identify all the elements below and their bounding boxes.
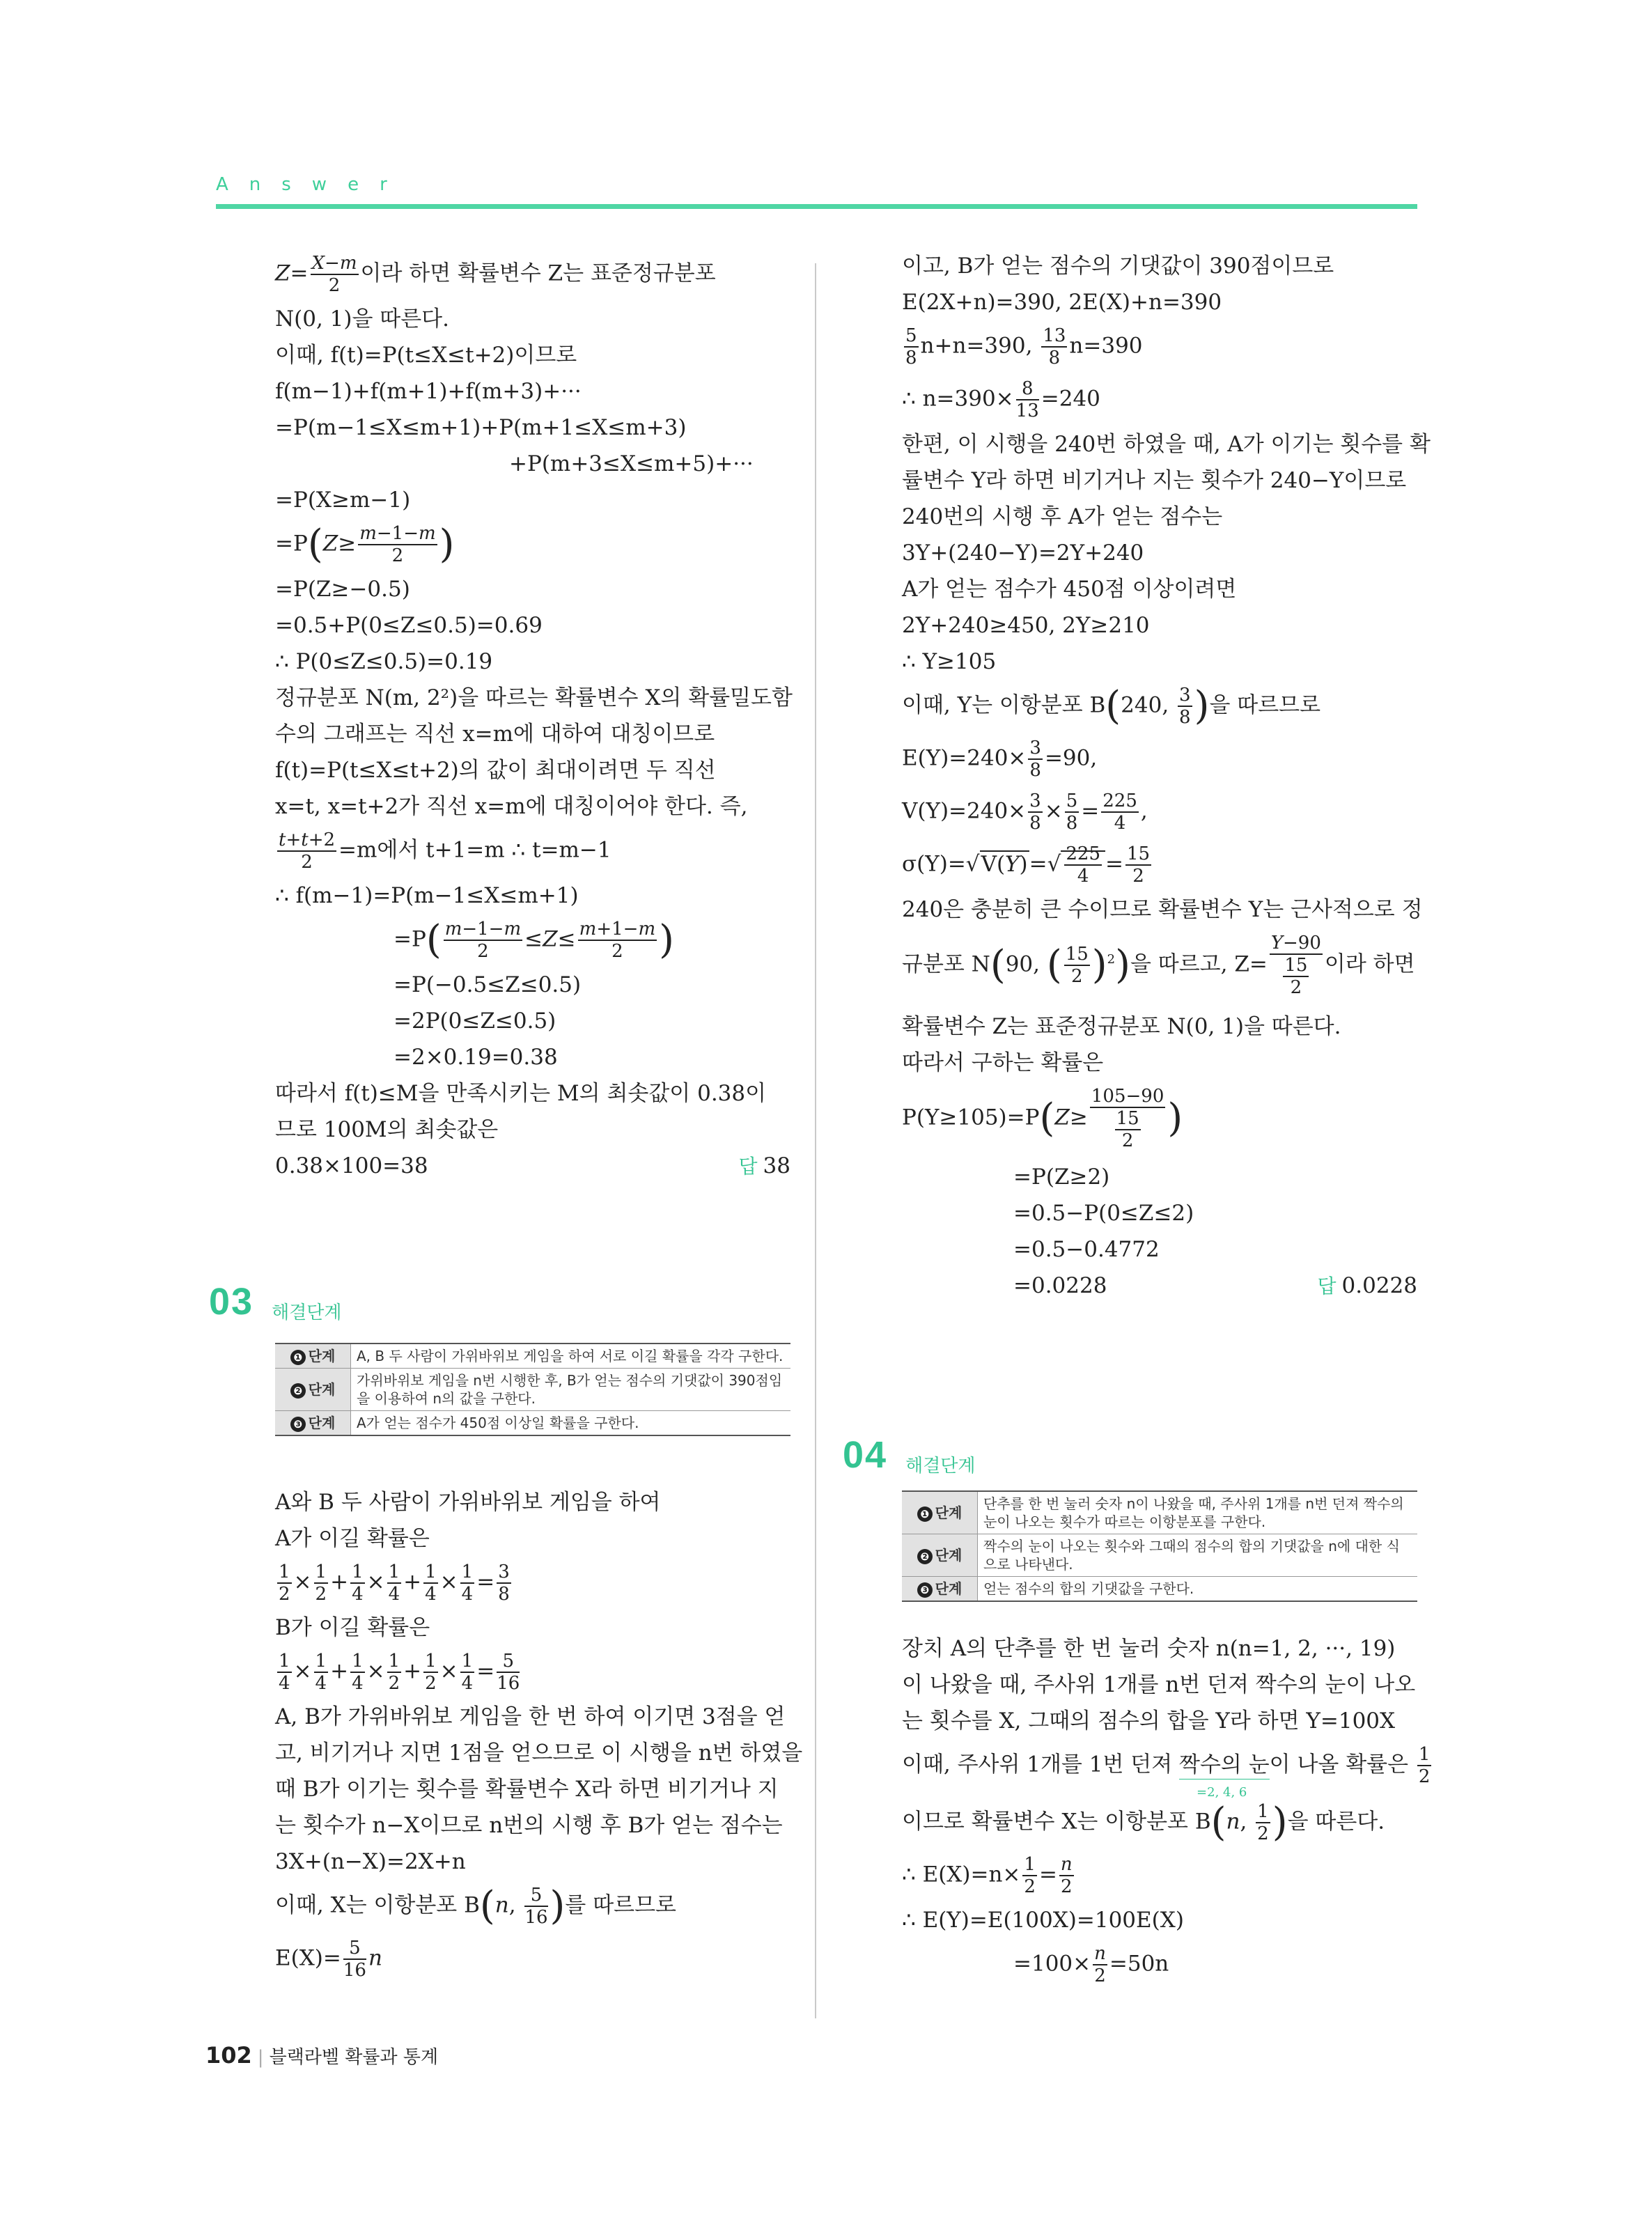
section-04-steps-table: [902, 1490, 1417, 1602]
solution-line: 따라서 구하는 확률은: [902, 1050, 1104, 1075]
solution-line: N(0, 1)을 따른다.: [275, 306, 449, 332]
page-footer: 102 | 블랙라벨 확률과 통계: [205, 2042, 439, 2069]
solution-line: f(m−1)+f(m+1)+f(m+3)+···: [275, 379, 582, 404]
header-rule: [216, 204, 1417, 209]
solution-line: 이때, X는 이항분포 B(n, $\frac{5}{16}$ )를 따르므로: [275, 1883, 676, 1929]
solution-line: 정규분포 N(m, 2²)을 따르는 확률변수 X의 확률밀도함: [275, 685, 793, 710]
step-row: ❶ 단계 단추를 한 번 눌러 숫자 n이 나왔을 때, 주사위 1개를 n번 던져 짝수의 눈이 나오는 횟수가 따르는 이항분포를 구한다.: [902, 1491, 1417, 1534]
solution-line: ∴ n=390× $\frac{8}{13}$ =240: [902, 378, 1100, 421]
solution-line: =2P(0≤Z≤0.5): [393, 1009, 556, 1034]
step-row: ❶ 단계 A, B 두 사람이 가위바위보 게임을 하여 서로 이길 확률을 각각 구한다.: [275, 1344, 790, 1369]
solution-line: 규분포 N(90, ( $\frac{15}{2}$ )$^2$)을 따르고, Z= $\frac{Y-90}{\frac{15}{2}}$ 이라 하면: [902, 933, 1415, 998]
answer-value: 0.0228: [1341, 1273, 1417, 1298]
solution-line: V(Y)=240× $\frac{3}{8}$ × $\frac{5}{8}$ = $\frac{225}{4}$ ,: [902, 791, 1148, 834]
solution-line: 확률변수 Z는 표준정규분포 N(0, 1)을 따른다.: [902, 1014, 1341, 1039]
solution-line: 이고, B가 얻는 점수의 기댓값이 390점이므로: [902, 254, 1334, 279]
answer-line: 0.38×100=38 답 38: [275, 1153, 790, 1178]
step-row: ❸ 단계 A가 얻는 점수가 450점 이상일 확률을 구한다.: [275, 1411, 790, 1436]
solution-line: =P(Z≥2): [1013, 1165, 1110, 1190]
book-title: 블랙라벨 확률과 통계: [269, 2047, 439, 2068]
solution-line: E(2X+n)=390, 2E(X)+n=390: [902, 290, 1222, 315]
solution-line: =2×0.19=0.38: [393, 1045, 558, 1070]
solution-line: =P(Z≥−0.5): [275, 577, 410, 602]
solution-line: B가 이길 확률은: [275, 1615, 430, 1640]
answer-line: =0.0228 답 0.0228: [1013, 1273, 1417, 1298]
solution-line: ∴ P(0≤Z≤0.5)=0.19: [275, 649, 493, 674]
solution-line: =0.5+P(0≤Z≤0.5)=0.69: [275, 613, 543, 638]
section-03-steps-table: [275, 1343, 790, 1436]
answer-value: 38: [763, 1153, 790, 1178]
solution-line: =P(−0.5≤Z≤0.5): [393, 972, 582, 997]
solution-line: 3X+(n−X)=2X+n: [275, 1849, 466, 1874]
solution-line: 수의 그래프는 직선 x=m에 대하여 대칭이므로: [275, 722, 715, 747]
page-number: 102: [205, 2042, 252, 2069]
solution-line: $\frac{t+t+2}{2}$ =m에서 t+1=m ∴ t=m−1: [279, 830, 611, 873]
solution-line: A가 이길 확률은: [275, 1526, 430, 1551]
solution-line: ∴ E(X)=n× $\frac{1}{2}$ = $\frac{n}{2}$: [902, 1854, 1073, 1897]
right-column: [902, 254, 1431, 1311]
solution-line: 따라서 f(t)≤M을 만족시키는 M의 최솟값이 0.38이: [275, 1081, 767, 1106]
solution-line: ∴ E(Y)=E(100X)=100E(X): [902, 1908, 1184, 1933]
section-04-body: [902, 1636, 1431, 1998]
solution-line: E(Y)=240× $\frac{3}{8}$ =90,: [902, 738, 1098, 781]
solution-line: ∴ Y≥105: [902, 649, 997, 674]
solution-line: A가 얻는 점수가 450점 이상이려면: [902, 577, 1237, 602]
solution-line: f(t)=P(t≤X≤t+2)의 값이 최대이려면 두 직선: [275, 758, 716, 783]
solution-line: =P(X≥m−1): [275, 488, 411, 513]
column-divider: [815, 263, 816, 2018]
step-row: ❸ 단계 얻는 점수의 합의 기댓값을 구한다.: [902, 1577, 1417, 1602]
solution-line: =P( $\frac{m-1-m}{2}$ ≤Z≤ $\frac{m+1-m}{2}$ ): [393, 917, 674, 963]
solution-line: =0.5−P(0≤Z≤2): [1013, 1201, 1194, 1226]
solution-line: 240은 충분히 큰 수이므로 확률변수 Y는 근사적으로 정: [902, 897, 1423, 922]
solution-line: 장치 A의 단추를 한 번 눌러 숫자 n(n=1, 2, ···, 19): [902, 1636, 1396, 1661]
solution-line: 한편, 이 시행을 240번 하였을 때, A가 이기는 횟수를 확: [902, 432, 1431, 457]
step-row: ❷ 단계 가위바위보 게임을 n번 시행한 후, B가 얻는 점수의 기댓값이 390점임을 이용하여 n의 값을 구한다.: [275, 1369, 790, 1411]
solution-line: $\frac{5}{8}$ n+n=390, $\frac{13}{8}$ n=390: [905, 325, 1143, 368]
solution-line: 이때, 주사위 1개를 1번 던져 짝수의 눈 =2, 4, 6 이 나올 확률은 $\frac{1}{2}$: [902, 1744, 1431, 1800]
solution-line: 때 B가 이기는 횟수를 확률변수 X라 하면 비기거나 지: [275, 1777, 779, 1802]
solution-line: A, B가 가위바위보 게임을 한 번 하여 이기면 3점을 얻: [275, 1704, 786, 1729]
solution-line: 2Y+240≥450, 2Y≥210: [902, 613, 1150, 638]
solution-line: 이 나왔을 때, 주사위 1개를 n번 던져 짝수의 눈이 나오: [902, 1672, 1416, 1697]
answer-tag: 답: [1317, 1275, 1337, 1298]
solution-line: $\frac{1}{2}$ × $\frac{1}{2}$ + $\frac{1}{4}$ × $\frac{1}{4}$ + $\frac{1}{4}$ × $\frac{1}{4}$ = $\frac{3}{8}$: [279, 1562, 510, 1605]
solution-line: =0.5−0.4772: [1013, 1237, 1160, 1262]
left-column: [275, 253, 793, 1191]
solution-line: 이때, Y는 이항분포 B(240, $\frac{3}{8}$ )을 따르므로: [902, 683, 1321, 729]
solution-line: E(X)= $\frac{5}{16}$ n: [275, 1938, 382, 1981]
solution-line: A와 B 두 사람이 가위바위보 게임을 하여: [275, 1490, 661, 1515]
solution-line: 이므로 확률변수 X는 이항분포 B(n, $\frac{1}{2}$ )을 따른다.: [902, 1800, 1385, 1845]
step-row: ❷ 단계 짝수의 눈이 나오는 횟수와 그때의 점수의 합의 기댓값을 n에 대한 식으로 나타낸다.: [902, 1534, 1417, 1577]
section-03-heading: 03 해결단계: [209, 1281, 342, 1323]
solution-line: 는 횟수를 X, 그때의 점수의 합을 Y라 하면 Y=100X: [902, 1708, 1396, 1734]
solution-line: 률변수 Y라 하면 비기거나 지는 횟수가 240−Y이므로: [902, 468, 1407, 493]
section-03-body: [275, 1490, 803, 1992]
solution-line: 이때, f(t)=P(t≤X≤t+2)이므로: [275, 343, 577, 368]
solution-line: =P(Z≥ $\frac{m-1-m}{2}$ ): [275, 522, 455, 567]
solution-line: 240번의 시행 후 A가 얻는 점수는: [902, 504, 1223, 529]
answer-header-label: Answer: [216, 174, 408, 195]
solution-line: 므로 100M의 최솟값은: [275, 1117, 499, 1142]
section-04-heading: 04 해결단계: [843, 1434, 976, 1477]
solution-line: σ(Y)=√V(Y)=√ $\frac{225}{4}$ = $\frac{15}{2}$: [902, 843, 1151, 887]
solution-line: P(Y≥105)=P(Z≥ $\frac{105-90}{\frac{15}{2}}$ ): [902, 1086, 1183, 1151]
solution-line: Z= $\frac{X-m}{2}$ 이라 하면 확률변수 Z는 표준정규분포: [275, 253, 716, 296]
answer-tag: 답: [738, 1155, 758, 1178]
solution-line: 는 횟수가 n−X이므로 n번의 시행 후 B가 얻는 점수는: [275, 1813, 783, 1838]
solution-line: ∴ f(m−1)=P(m−1≤X≤m+1): [275, 883, 579, 908]
solution-line: 고, 비기거나 지면 1점을 얻으므로 이 시행을 n번 하였을: [275, 1741, 803, 1766]
solution-line: +P(m+3≤X≤m+5)+···: [509, 451, 754, 476]
solution-line: $\frac{1}{4}$ × $\frac{1}{4}$ + $\frac{1}{4}$ × $\frac{1}{2}$ + $\frac{1}{2}$ × $\frac{1}{4}$ = $\frac{5}{16}$: [279, 1651, 520, 1694]
solution-line: 3Y+(240−Y)=2Y+240: [902, 540, 1144, 566]
solution-line: =100× $\frac{n}{2}$ =50n: [1013, 1943, 1169, 1986]
solution-line: =P(m−1≤X≤m+1)+P(m+1≤X≤m+3): [275, 415, 687, 440]
solution-line: x=t, x=t+2가 직선 x=m에 대칭이어야 한다. 즉,: [275, 794, 748, 819]
